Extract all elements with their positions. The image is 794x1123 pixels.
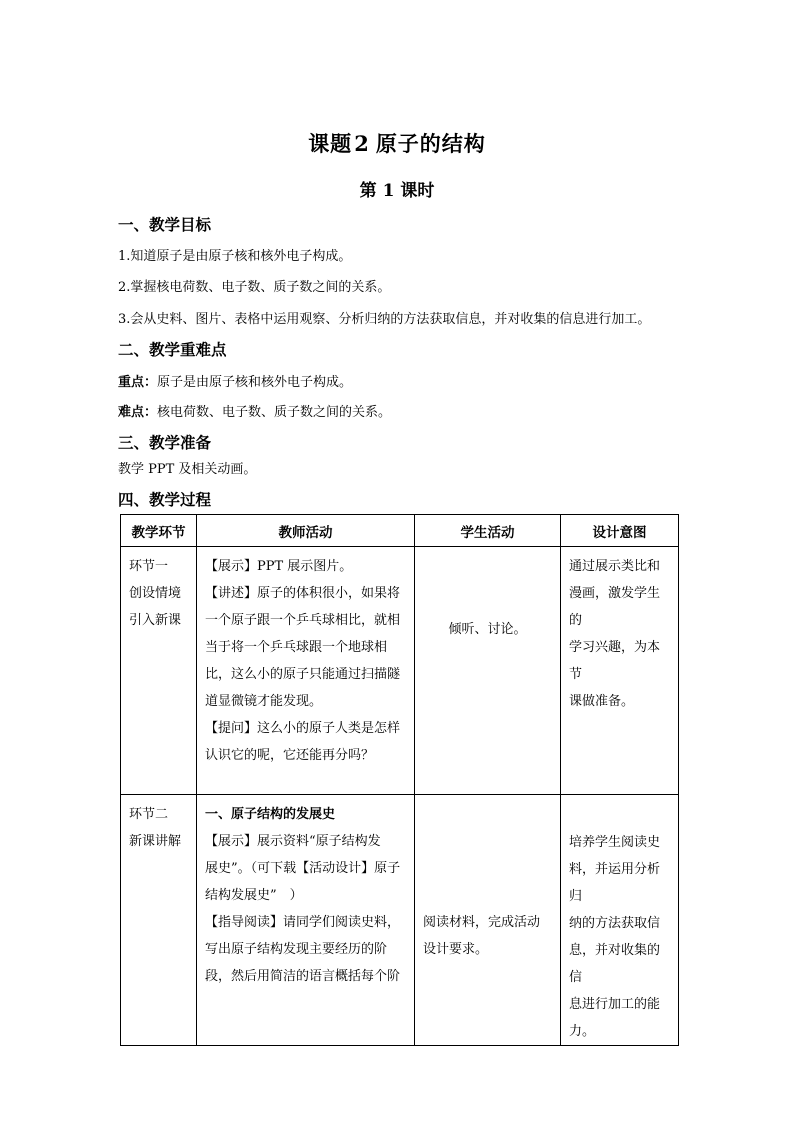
intent-line: 漫画，激发学生的	[569, 586, 661, 628]
design-intent-cell	[561, 795, 679, 1046]
stage-line: 新课讲解	[129, 834, 182, 849]
stage-line: 环节二	[129, 807, 169, 822]
student-activity-cell	[415, 547, 561, 795]
stage-line: 引入新课	[129, 613, 182, 628]
teacher-line: 当于将一个乒乓球跟一个地球相	[205, 640, 388, 655]
title-name: 原子的结构	[375, 131, 486, 156]
column-header: 设计意图	[561, 515, 679, 547]
stage-line: 环节一	[129, 559, 169, 574]
preparation-text: 教学 PPT 及相关动画。	[118, 462, 257, 477]
teacher-line: 认识它的呢，它还能再分吗？	[205, 748, 375, 763]
key-point-line	[118, 371, 352, 390]
teaching-process-table	[120, 514, 679, 1046]
teacher-activity-cell	[197, 795, 415, 1046]
column-header: 教师活动	[197, 515, 415, 547]
teacher-line: 【展示】PPT 展示图片。	[205, 559, 353, 574]
title-number: 2	[354, 131, 370, 156]
intent-line: 力。	[569, 1024, 596, 1039]
intent-line: 学习兴趣，为本节	[569, 640, 661, 682]
section-heading-objectives: 一、教学目标	[118, 215, 212, 234]
teacher-line: 展史”。（可下载【活动设计】原子	[205, 861, 401, 876]
table-row	[121, 795, 679, 1046]
key-point-text: 原子是由原子核和核外电子构成。	[157, 375, 353, 390]
table-header-row	[121, 515, 679, 547]
intent-line: 培养学生阅读史	[569, 835, 661, 850]
teacher-line: 结构发展史” ）	[205, 888, 303, 903]
teacher-section-heading: 一、原子结构的发展史	[205, 807, 336, 822]
teacher-line: 段，然后用简洁的语言概括每个阶	[205, 969, 401, 984]
difficulty-label: 难点：	[118, 405, 158, 420]
intent-line: 息进行加工的能	[569, 997, 661, 1012]
stage-line: 创设情境	[129, 586, 182, 601]
student-activity-text: 倾听、讨论。	[448, 622, 527, 637]
stage-cell	[121, 547, 197, 795]
difficulty-line	[118, 401, 391, 420]
student-activity-cell	[415, 795, 561, 1046]
page-subtitle: 第 1 课时	[359, 181, 435, 201]
teacher-line: 写出原子结构发现主要经历的阶	[205, 942, 388, 957]
teacher-line: 【提问】这么小的原子人类是怎样	[205, 721, 401, 736]
column-header: 教学环节	[121, 515, 197, 547]
teacher-line: 【展示】展示资料“原子结构发	[205, 834, 381, 849]
section-heading-key-points: 二、教学重难点	[118, 340, 227, 359]
teacher-line: 道显微镜才能发现。	[205, 694, 323, 709]
objective-item: 2.掌握核电荷数、电子数、质子数之间的关系。	[118, 280, 391, 295]
intent-line: 纳的方法获取信	[569, 916, 661, 931]
teacher-line: 比，这么小的原子只能通过扫描隧	[205, 667, 401, 682]
key-point-label: 重点：	[118, 375, 158, 390]
intent-line: 通过展示类比和	[569, 559, 661, 574]
student-line: 阅读材料，完成活动	[423, 915, 541, 930]
teacher-activity-cell	[197, 547, 415, 795]
intent-line: 料，并运用分析归	[569, 862, 661, 904]
teacher-line: 【指导阅读】请同学们阅读史料，	[205, 915, 401, 930]
intent-line: 息，并对收集的信	[569, 943, 661, 985]
page-title	[0, 128, 794, 158]
objective-item: 3.会从史料、图片、表格中运用观察、分析归纳的方法获取信息，并对收集的信息进行加工。	[118, 312, 651, 327]
teacher-line: 一个原子跟一个乒乓球相比，就相	[205, 613, 401, 628]
column-header: 学生活动	[415, 515, 561, 547]
table-row	[121, 547, 679, 795]
section-heading-preparation: 三、教学准备	[118, 433, 212, 452]
title-prefix: 课题	[308, 131, 353, 156]
section-heading-process: 四、教学过程	[118, 490, 212, 509]
objective-item: 1.知道原子是由原子核和核外电子构成。	[118, 249, 352, 264]
intent-line: 课做准备。	[569, 694, 635, 709]
design-intent-cell	[561, 547, 679, 795]
stage-cell	[121, 795, 197, 1046]
student-line: 设计要求。	[423, 942, 489, 957]
teacher-line: 【讲述】原子的体积很小，如果将	[205, 586, 401, 601]
difficulty-text: 核电荷数、电子数、质子数之间的关系。	[157, 405, 392, 420]
